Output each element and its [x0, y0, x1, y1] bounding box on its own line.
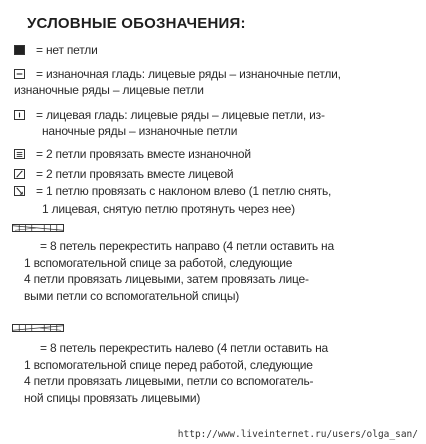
cable-right-description [24, 238, 334, 304]
cable-right-icon [12, 224, 64, 232]
knit-two-together-icon [14, 169, 25, 179]
legend-text: = 8 петель перекрестить налево (4 петли оставить на [40, 341, 328, 355]
purl-two-together-icon [14, 149, 25, 159]
legend-text: = 1 петлю провязать с наклоном влево (1 петлю снять, [36, 184, 332, 198]
legend-text-continued: выми петли со вспомогательной спицы) [24, 288, 240, 303]
legend-text: = лицевая гладь: лицевые ряды – лицевые петли, из- [36, 108, 325, 122]
legend-text-continued: наночные ряды – изнаночные петли [42, 124, 238, 138]
knit-bar-icon [14, 110, 25, 120]
legend-text-continued: 1 вспомогательной спице перед работой, следующие [24, 357, 313, 372]
legend-text-continued: 4 петли провязать лицевыми, затем провязать лице- [24, 272, 309, 286]
legend-text: = нет петли [36, 43, 98, 57]
purl-dash-icon [14, 69, 25, 79]
legend-text-continued: изнаночные ряды – лицевые петли [14, 83, 204, 97]
legend-text-continued: 1 лицевая, снятую петлю протянуть через нее) [42, 202, 295, 216]
filled-square-icon [14, 45, 25, 55]
cable-left-icon [12, 324, 64, 332]
legend-text-continued: ной спицы провязать лицевыми) [24, 390, 201, 405]
legend-text: = 8 петель перекрестить направо (4 петли оставить на [40, 239, 334, 253]
left-slant-decrease-icon [14, 186, 25, 196]
legend-text: = 2 петли провязать вместе лицевой [36, 167, 234, 181]
source-watermark: http://www.liveinternet.ru/users/olga_san/ [177, 429, 418, 440]
legend-text: = изнаночная гладь: лицевые ряды – изнаночные петли, [36, 67, 341, 81]
legend-text-continued: 4 петли провязать лицевыми, петли со вспомогатель- [24, 374, 314, 388]
cable-left-description [24, 340, 328, 406]
legend-text-continued: 1 вспомогательной спице за работой, следующие [24, 255, 293, 270]
legend-title: УСЛОВНЫЕ ОБОЗНАЧЕНИЯ: [27, 15, 246, 32]
legend-text: = 2 петли провязать вместе изнаночной [36, 147, 251, 161]
